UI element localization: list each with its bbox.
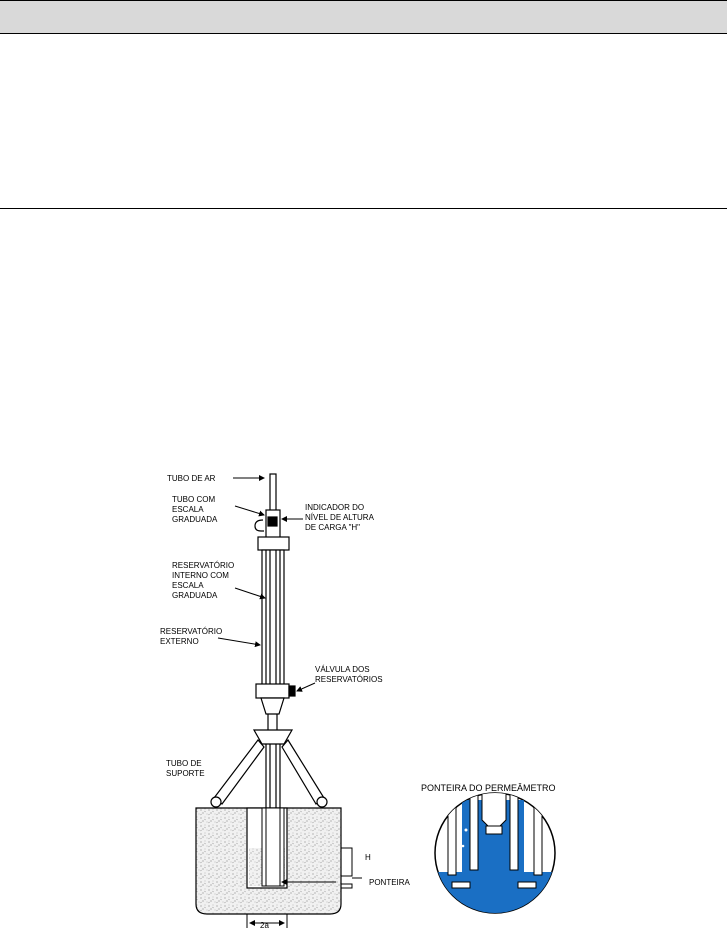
top-cap [258, 537, 289, 550]
support-leg-right [282, 740, 324, 804]
valve-block [256, 684, 289, 698]
label-reservatorio-interno: RESERVATÓRIO INTERNO COM ESCALA GRADUADA [172, 561, 235, 600]
h-label: H [365, 853, 371, 862]
label-tubo-suporte: TUBO DE SUPORTE [166, 759, 205, 778]
outer-reservoir [262, 550, 284, 685]
label-tubo-com-escala: TUBO COM ESCALA GRADUADA [172, 495, 218, 524]
soil-block [196, 808, 341, 914]
lower-funnel [261, 698, 284, 714]
head-level-indicator [268, 517, 277, 526]
label-tubo-de-ar: TUBO DE AR [167, 474, 216, 483]
ponteira-detail [430, 790, 560, 922]
air-tube [270, 474, 276, 514]
support-leg-left [214, 740, 264, 804]
label-reservatorio-externo: RESERVATÓRIO EXTERNO [160, 627, 223, 646]
detail-title: PONTEIRA DO PERMEÂMETRO [421, 783, 556, 793]
dimension-label: 2a [260, 921, 269, 930]
h-bracket [341, 848, 362, 888]
valve-knob [289, 686, 295, 696]
label-valvula: VÁLVULA DOS RESERVATÓRIOS [315, 665, 383, 684]
label-indicador: INDICADOR DO NÍVEL DE ALTURA DE CARGA "H" [305, 503, 374, 532]
indicator-knob [255, 520, 264, 531]
label-ponteira: PONTEIRA [369, 878, 410, 887]
